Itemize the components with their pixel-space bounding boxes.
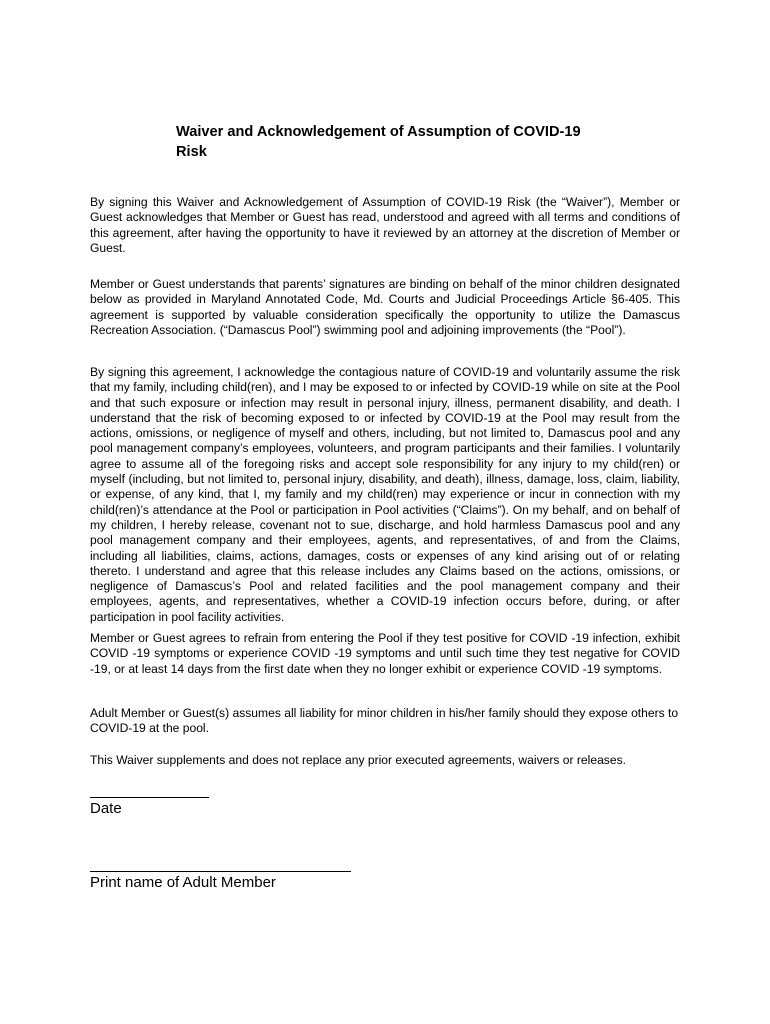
paragraph-waiver-acknowledgement: By signing this Waiver and Acknowledgement of Assumption of COVID-19 Risk (the “Waiver”), Member or Guest acknowledges that Member or Guest has read, understood and agreed with all terms and conditions of this agreement, after having the opportunity to have it reviewed by an attorney at the discretion of Member or Guest. — [90, 195, 680, 255]
document-title: Waiver and Acknowledgement of Assumption of COVID-19 Risk — [176, 124, 581, 160]
paragraph-assumption-of-risk: By signing this agreement, I acknowledge the contagious nature of COVID-19 and voluntarily assume the risk that my family, including child(ren), and I may be exposed to or infected by COVID-19 while on site at the Pool and that such exposure or infection may result in personal injury, illness, permanent disability, and death. I understand that the risk of becoming exposed to or infected by COVID-19 at the Pool may result from the actions, omissions, or negligence of myself and others, including, but not limited to, Damascus pool and any pool management company’s employees, volunteers, and program participants and their families. I voluntarily agree to assume all of the foregoing risks and accept sole responsibility for any injury to my child(ren) or myself (including, but not limited to, personal injury, disability, and death), illness, damage, loss, claim, liability, or expense, of any kind, that I, my family and my child(ren) may experience or incur in connection with my child(ren)’s attendance at the Pool or participation in Pool activities (“Claims”). On my behalf, and on behalf of my children, I hereby release, covenant not to sue, discharge, and hold harmless Damascus pool and any pool management company and their employees, agents, and representatives, of and from the Claims, including all liabilities, claims, actions, damages, costs or expenses of any kind arising out of or relating thereto. I understand and agree that this release includes any Claims based on the actions, omissions, or negligence of Damascus’s Pool and related facilities and the pool management company and their employees, agents, and representatives, whether a COVID-19 infection occurs before, during, or after participation in pool facility activities. — [90, 365, 680, 624]
adult-member-name-label: Print name of Adult Member — [90, 874, 276, 891]
paragraph-positive-test-policy: Member or Guest agrees to refrain from entering the Pool if they test positive for COVID -19 infection, exhibit COVID -19 symptoms or experience COVID -19 symptoms and until such time they test negative for COVID -19, or at least 14 days from the first date when they no longer exhibit or experience COVID -19 symptoms. — [90, 631, 680, 676]
date-label: Date — [90, 800, 122, 817]
paragraph-parent-signatures: Member or Guest understands that parents’ signatures are binding on behalf of the minor children designated below as provided in Maryland Annotated Code, Md. Courts and Judicial Proceedings Article §6-405. This agreement is supported by valuable consideration specifically the opportunity to utilize the Damascus Recreation Association. (“Damascus Pool”) swimming pool and adjoining improvements (the “Pool”). — [90, 277, 680, 337]
paragraph-minor-liability: Adult Member or Guest(s) assumes all liability for minor children in his/her family should they expose others to COVID-19 at the pool. — [90, 706, 679, 736]
adult-member-name-line[interactable] — [90, 871, 351, 872]
paragraph-supplement-notice: This Waiver supplements and does not replace any prior executed agreements, waivers or releases. — [90, 753, 626, 767]
date-signature-line[interactable] — [90, 797, 209, 798]
